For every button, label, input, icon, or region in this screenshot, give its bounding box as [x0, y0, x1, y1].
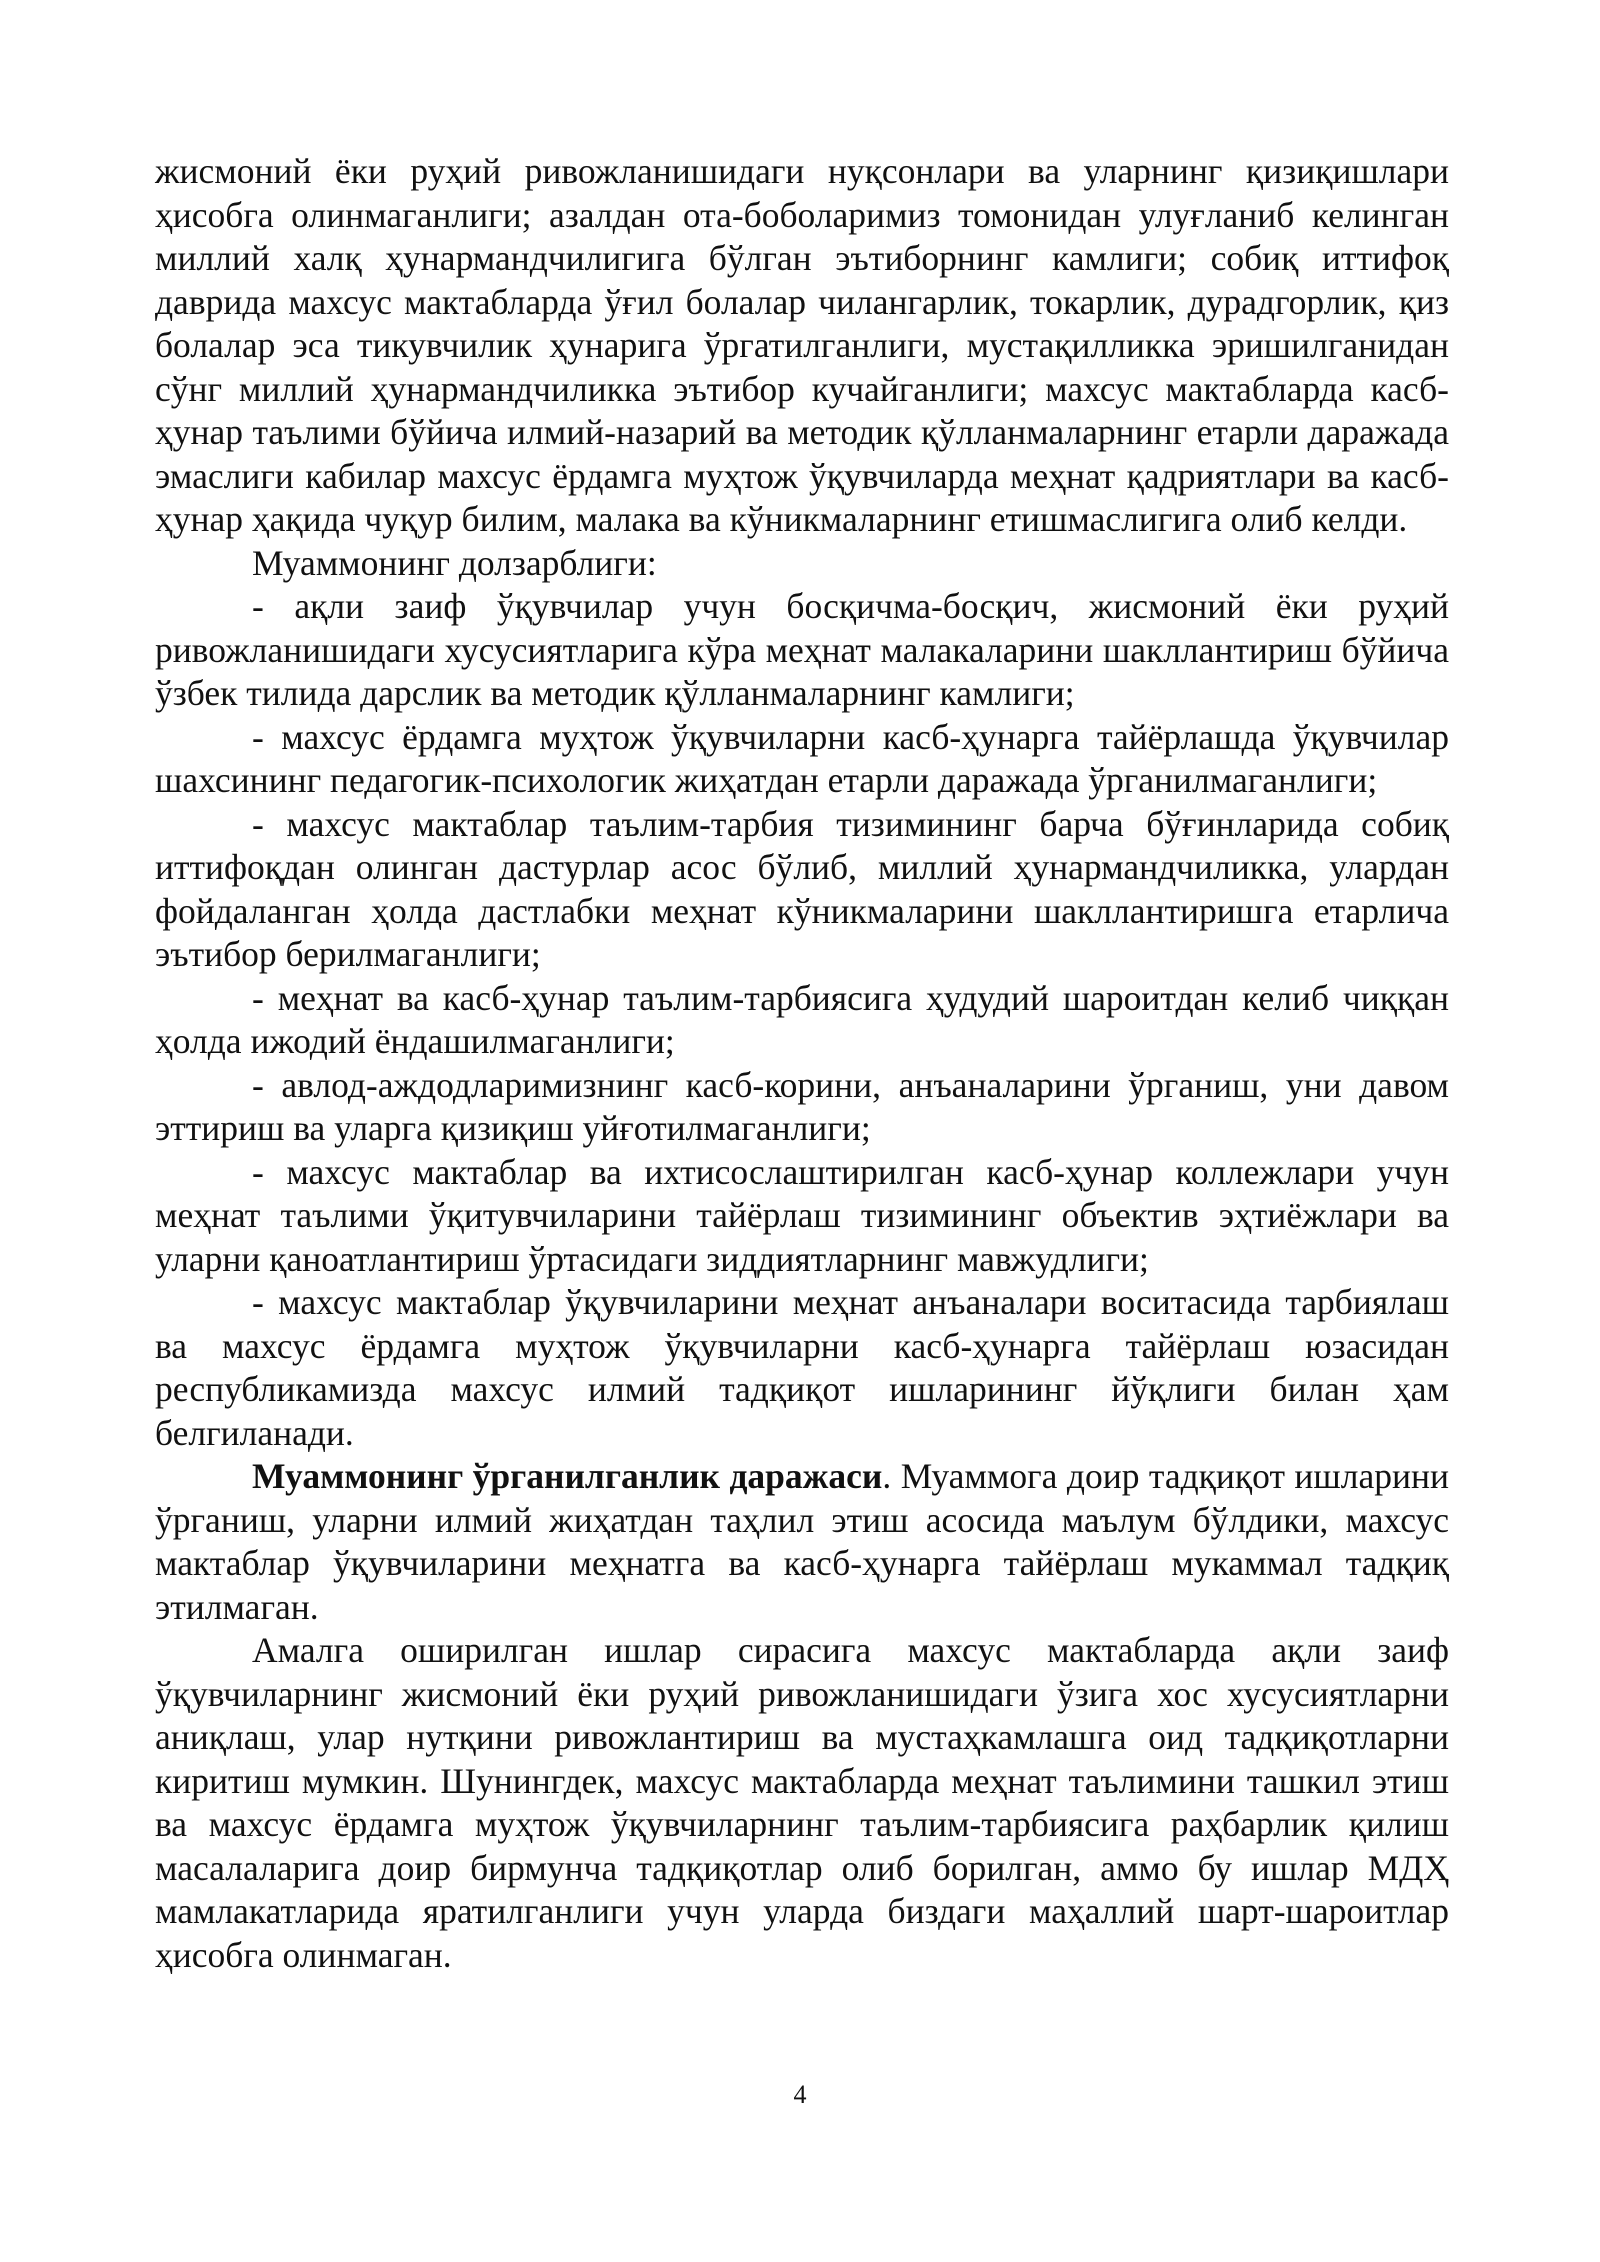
- study-level-text: . Муаммога доир тадқиқот ишларини ўрганиш, уларни илмий жиҳатдан таҳлил этиш асосида маълум бўлдики, махсус мактаблар ўқувчиларини меҳнатга ва касб-ҳунарга тайёрлаш мукаммал тадқиқ этилмаган.: [155, 1456, 1449, 1627]
- relevance-item-5: - авлод-аждодларимизнинг касб-корини, анъаналарини ўрганиш, уни давом эттириш ва уларга қизиқиш уйғотилмаганлиги;: [155, 1064, 1449, 1148]
- relevance-item-3: - махсус мактаблар таълим-тарбия тизимининг барча бўғинларида собиқ иттифоқдан олинган дастурлар асос бўлиб, миллий ҳунармандчиликка, улардан фойдаланган ҳолда дастлабки меҳнат кўникмаларини шакллантиришга етарлича эътибор берилмаганлиги;: [155, 803, 1449, 974]
- relevance-item-4: - меҳнат ва касб-ҳунар таълим-тарбиясига ҳудудий шароитдан келиб чиққан ҳолда ижодий ёндашилмаганлиги;: [155, 977, 1449, 1061]
- relevance-heading: Муаммонинг долзарблиги:: [252, 542, 657, 583]
- document-page: [155, 150, 1449, 1977]
- page-number: 4: [793, 2080, 807, 2109]
- relevance-item-1: - ақли заиф ўқувчилар учун босқичма-босқич, жисмоний ёки руҳий ривожланишидаги хусусиятларига кўра меҳнат малакаларини шакллантириш бўйича ўзбек тилида дарслик ва методик қўлланмаларнинг камлиги;: [155, 586, 1449, 713]
- study-level-paragraph: [155, 1455, 1449, 1629]
- paragraph-continuation: жисмоний ёки руҳий ривожланишидаги нуқсонлари ва уларнинг қизиқишлари ҳисобга олинмаганлиги; азалдан ота-боболаримиз томонидан улуғланиб келинган миллий халқ ҳунармандчилигига бўлган эътиборнинг камлиги; собиқ иттифоқ даврида махсус мактабларда ўғил болалар чилангарлик, токарлик, дурадгорлик, қиз болалар эса тикувчилик ҳунарига ўргатилганлиги, мустақилликка эришилганидан сўнг миллий ҳунармандчиликка эътибор кучайганлиги; махсус мактабларда касб-ҳунар таълими бўйича илмий-назарий ва методик қўлланмаларнинг етарли даражада эмаслиги кабилар махсус ёрдамга муҳтож ўқувчиларда меҳнат қадриятлари ва касб-ҳунар ҳақида чуқур билим, малака ва кўникмаларнинг етишмаслигига олиб келди.: [155, 151, 1449, 539]
- relevance-item-2: - махсус ёрдамга муҳтож ўқувчиларни касб-ҳунарга тайёрлашда ўқувчилар шахсининг педагогик-психологик жиҳатдан етарли даражада ўрганилмаганлиги;: [155, 716, 1449, 800]
- study-level-heading: Муаммонинг ўрганилганлик даражаси: [252, 1456, 883, 1496]
- paragraph-last: Амалга оширилган ишлар сирасига махсус мактабларда ақли заиф ўқувчиларнинг жисмоний ёки руҳий ривожланишидаги ўзига хос хусусиятларни аниқлаш, улар нутқини ривожлантириш ва мустаҳкамлашга оид тадқиқотларни киритиш мумкин. Шунингдек, махсус мактабларда меҳнат таълимини ташкил этиш ва махсус ёрдамга муҳтож ўқувчиларнинг таълим-тарбиясига раҳбарлик қилиш масалаларига доир бирмунча тадқиқотлар олиб борилган, аммо бу ишлар МДҲ мамлакатларида яратилганлиги учун уларда биздаги маҳаллий шарт-шароитлар ҳисобга олинмаган.: [155, 1630, 1449, 1975]
- relevance-item-6: - махсус мактаблар ва ихтисослаштирилган касб-ҳунар коллежлари учун меҳнат таълими ўқитувчиларини тайёрлаш тизимининг объектив эҳтиёжлари ва уларни қаноатлантириш ўртасидаги зиддиятларнинг мавжудлиги;: [155, 1151, 1449, 1279]
- relevance-item-7: - махсус мактаблар ўқувчиларини меҳнат анъаналари воситасида тарбиялаш ва махсус ёрдамга муҳтож ўқувчиларни касб-ҳунарга тайёрлаш юзасидан республикамизда махсус илмий тадқиқот ишларининг йўқлиги билан ҳам белгиланади.: [155, 1282, 1449, 1453]
